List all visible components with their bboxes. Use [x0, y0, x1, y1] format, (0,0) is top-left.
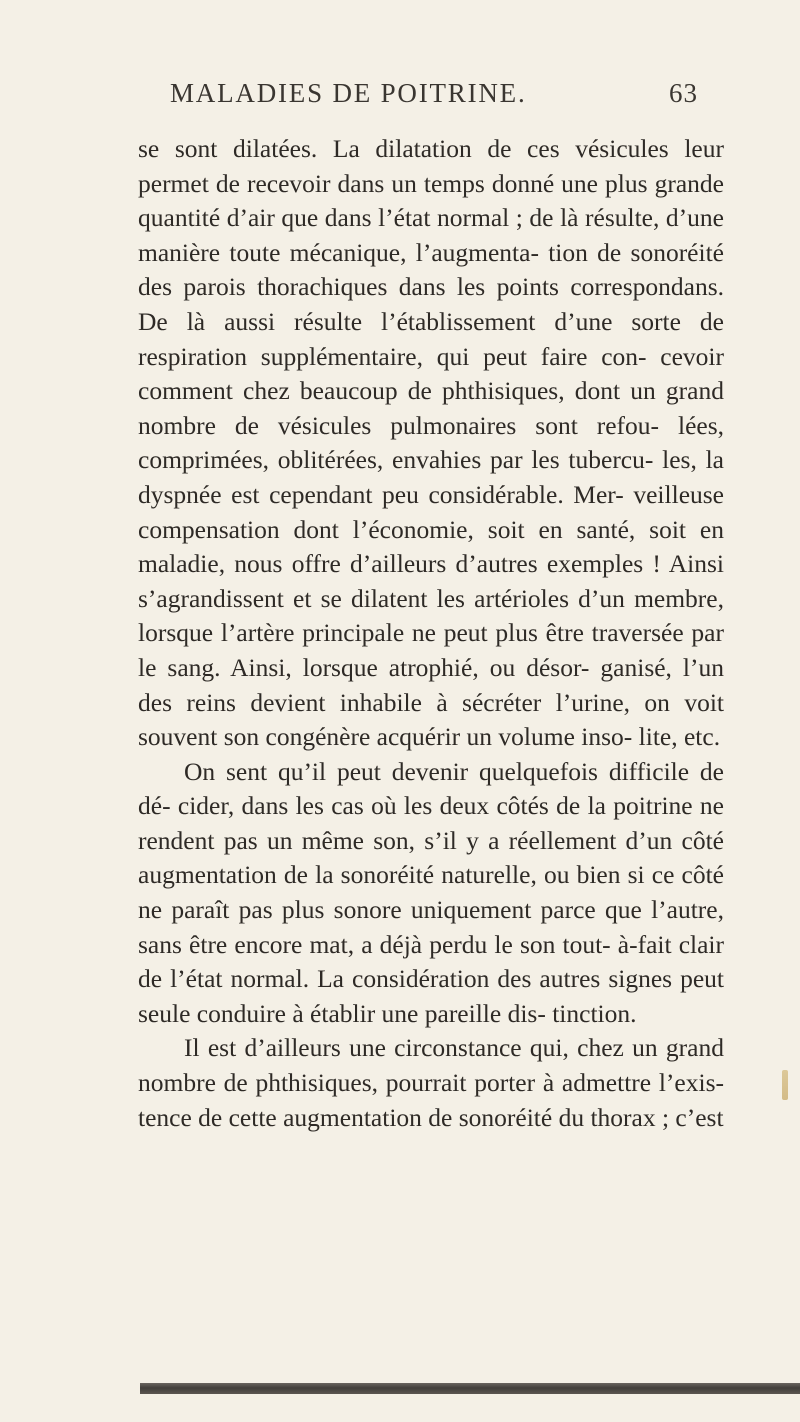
paragraph-continued: se sont dilatées. La dilatation de ces vésicules leur permet de recevoir dans un temps donné une plus grande quantité d’air que dans l’état normal ; de là résulte, d’une manière toute mécanique, l’augmenta- tion de sonoréité des parois thorachiques dans les points correspondans. De là aussi résulte l’établissement d’une sorte de respiration supplémentaire, qui peut faire con- cevoir comment chez beaucoup de phthisiques, dont un grand nombre de vésicules pulmonaires sont refou- lées, comprimées, oblitérées, envahies par les tubercu- les, la dyspnée est cependant peu considérable. Mer- veilleuse compensation dont l’économie, soit en santé, soit en maladie, nous offre d’ailleurs d’autres exemples ! Ainsi s’agrandissent et se dilatent les artérioles d’un membre, lorsque l’artère principale ne peut plus être traversée par le sang. Ainsi, lorsque atrophié, ou désor- ganisé, l’un des reins devient inhabile à sécréter l’urine, on voit souvent son congénère acquérir un volume inso- lite, etc.	[138, 134, 724, 752]
margin-stain	[782, 1070, 788, 1100]
paragraph: Il est d’ailleurs une circonstance qui, chez un grand nombre de phthisiques, pourrait porter à admettre l’exis- tence de cette augmentation de sonoréité du thorax ; c’est	[138, 1033, 724, 1132]
body-text	[138, 132, 724, 1135]
page-number: 63	[669, 78, 698, 108]
paragraph: On sent qu’il peut devenir quelquefois difficile de dé- cider, dans les cas où les deux côtés de la poitrine ne rendent pas un même son, s’il y a réellement d’un côté augmentation de la sonoréité naturelle, ou bien si ce côté ne paraît pas plus sonore uniquement parce que l’autre, sans être encore mat, a déjà perdu le son tout- à-fait clair de l’état normal. La considération des autres signes peut seule conduire à établir une pareille dis- tinction.	[138, 756, 724, 1028]
running-head	[150, 78, 698, 118]
bottom-scan-edge	[140, 1383, 800, 1394]
running-title: MALADIES DE POITRINE.	[170, 78, 527, 108]
